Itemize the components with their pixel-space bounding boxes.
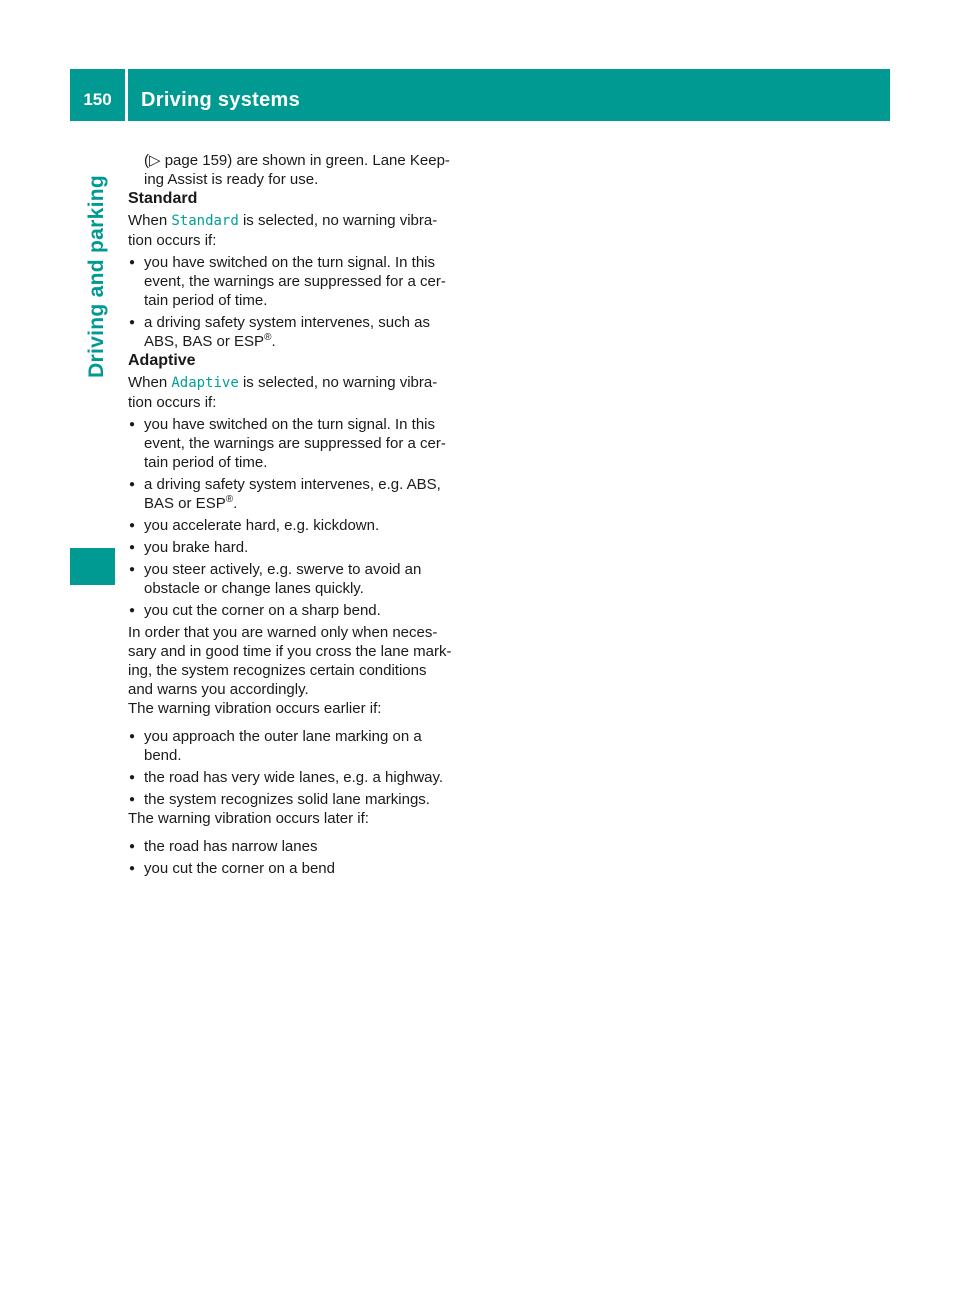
adaptive-when: When [128,374,172,391]
list-item: ● the road has narrow lanes [129,838,318,855]
list-item: ● the road has very wide lanes, e.g. a highway. [129,769,444,786]
bullet-icon: ● [129,564,136,575]
standard-mode-label: Standard [171,213,239,229]
bullet-icon: ● [129,257,136,268]
standard-rest-2: tion occurs if: [128,232,217,249]
bullet-icon: ● [129,863,136,874]
bullet-icon: ● [129,731,136,742]
registered-mark: ® [264,332,272,343]
header-divider [125,69,128,121]
bullet-icon: ● [129,772,136,783]
page-number: 150 [83,90,112,109]
bullet-icon: ● [129,841,136,852]
adaptive-mode-label: Adaptive [171,375,239,391]
list-item: ● the system recognizes solid lane markings. [129,791,430,808]
list-item: ● you cut the corner on a sharp bend. [129,602,381,619]
side-tab-label: Driving and parking [85,175,108,378]
adaptive-intro [128,373,473,412]
standard-intro [128,211,473,250]
later-intro: The warning vibration occurs later if: [128,810,369,827]
standard-heading: Standard [128,190,198,207]
bullet-icon: ● [129,520,136,531]
registered-mark: ® [225,494,234,505]
bullet-icon: ● [129,479,136,490]
list-item: ● a driving safety system intervenes, e.g. ABS, BAS or ESP®. [129,476,441,512]
side-tab [79,175,115,535]
bullet-icon: ● [129,605,136,616]
list-item: ● you brake hard. [129,539,249,556]
bullet-icon: ● [129,542,136,553]
page-content [128,151,473,878]
side-tab-marker [70,548,115,585]
paren-open: ( [144,152,149,169]
list-item: ● you have switched on the turn signal. In this event, the warnings are suppressed for a cer- tain period of time. [129,254,446,309]
bullet-icon: ● [129,794,136,805]
intro-paragraph [128,151,473,189]
warning-paragraph: In order that you are warned only when neces- sary and in good time if you cross the lane mark- ing, the system recognizes certain conditions and warns you accordingly. [128,624,452,698]
list-item: ● you approach the outer lane marking on a bend. [129,728,422,764]
standard-rest-1: is selected, no warning vibra- [238,212,438,229]
adaptive-heading: Adaptive [128,352,196,369]
list-item: ● you accelerate hard, e.g. kickdown. [129,517,380,534]
earlier-intro: The warning vibration occurs earlier if: [128,700,382,717]
intro-line-1 [144,151,473,170]
list-item: ● you have switched on the turn signal. In this event, the warnings are suppressed for a cer- tain period of time. [129,416,446,471]
bullet-icon: ● [129,419,136,430]
adaptive-rest-2: tion occurs if: [128,394,217,411]
bullet-icon: ● [129,317,136,328]
standard-when: When [128,212,172,229]
intro-line-2: ing Assist is ready for use. [144,171,319,188]
list-item: ● you steer actively, e.g. swerve to avoid an obstacle or change lanes quickly. [129,561,422,597]
intro-line-1-text: page 159) are shown in green. Lane Keep- [160,152,450,169]
adaptive-rest-1: is selected, no warning vibra- [238,374,438,391]
list-item: ● you cut the corner on a bend [129,860,335,877]
page-title: Driving systems [141,89,301,111]
page-reference-icon: ▷ [149,152,161,169]
list-item: ● a driving safety system intervenes, such as ABS, BAS or ESP®. [129,314,430,350]
